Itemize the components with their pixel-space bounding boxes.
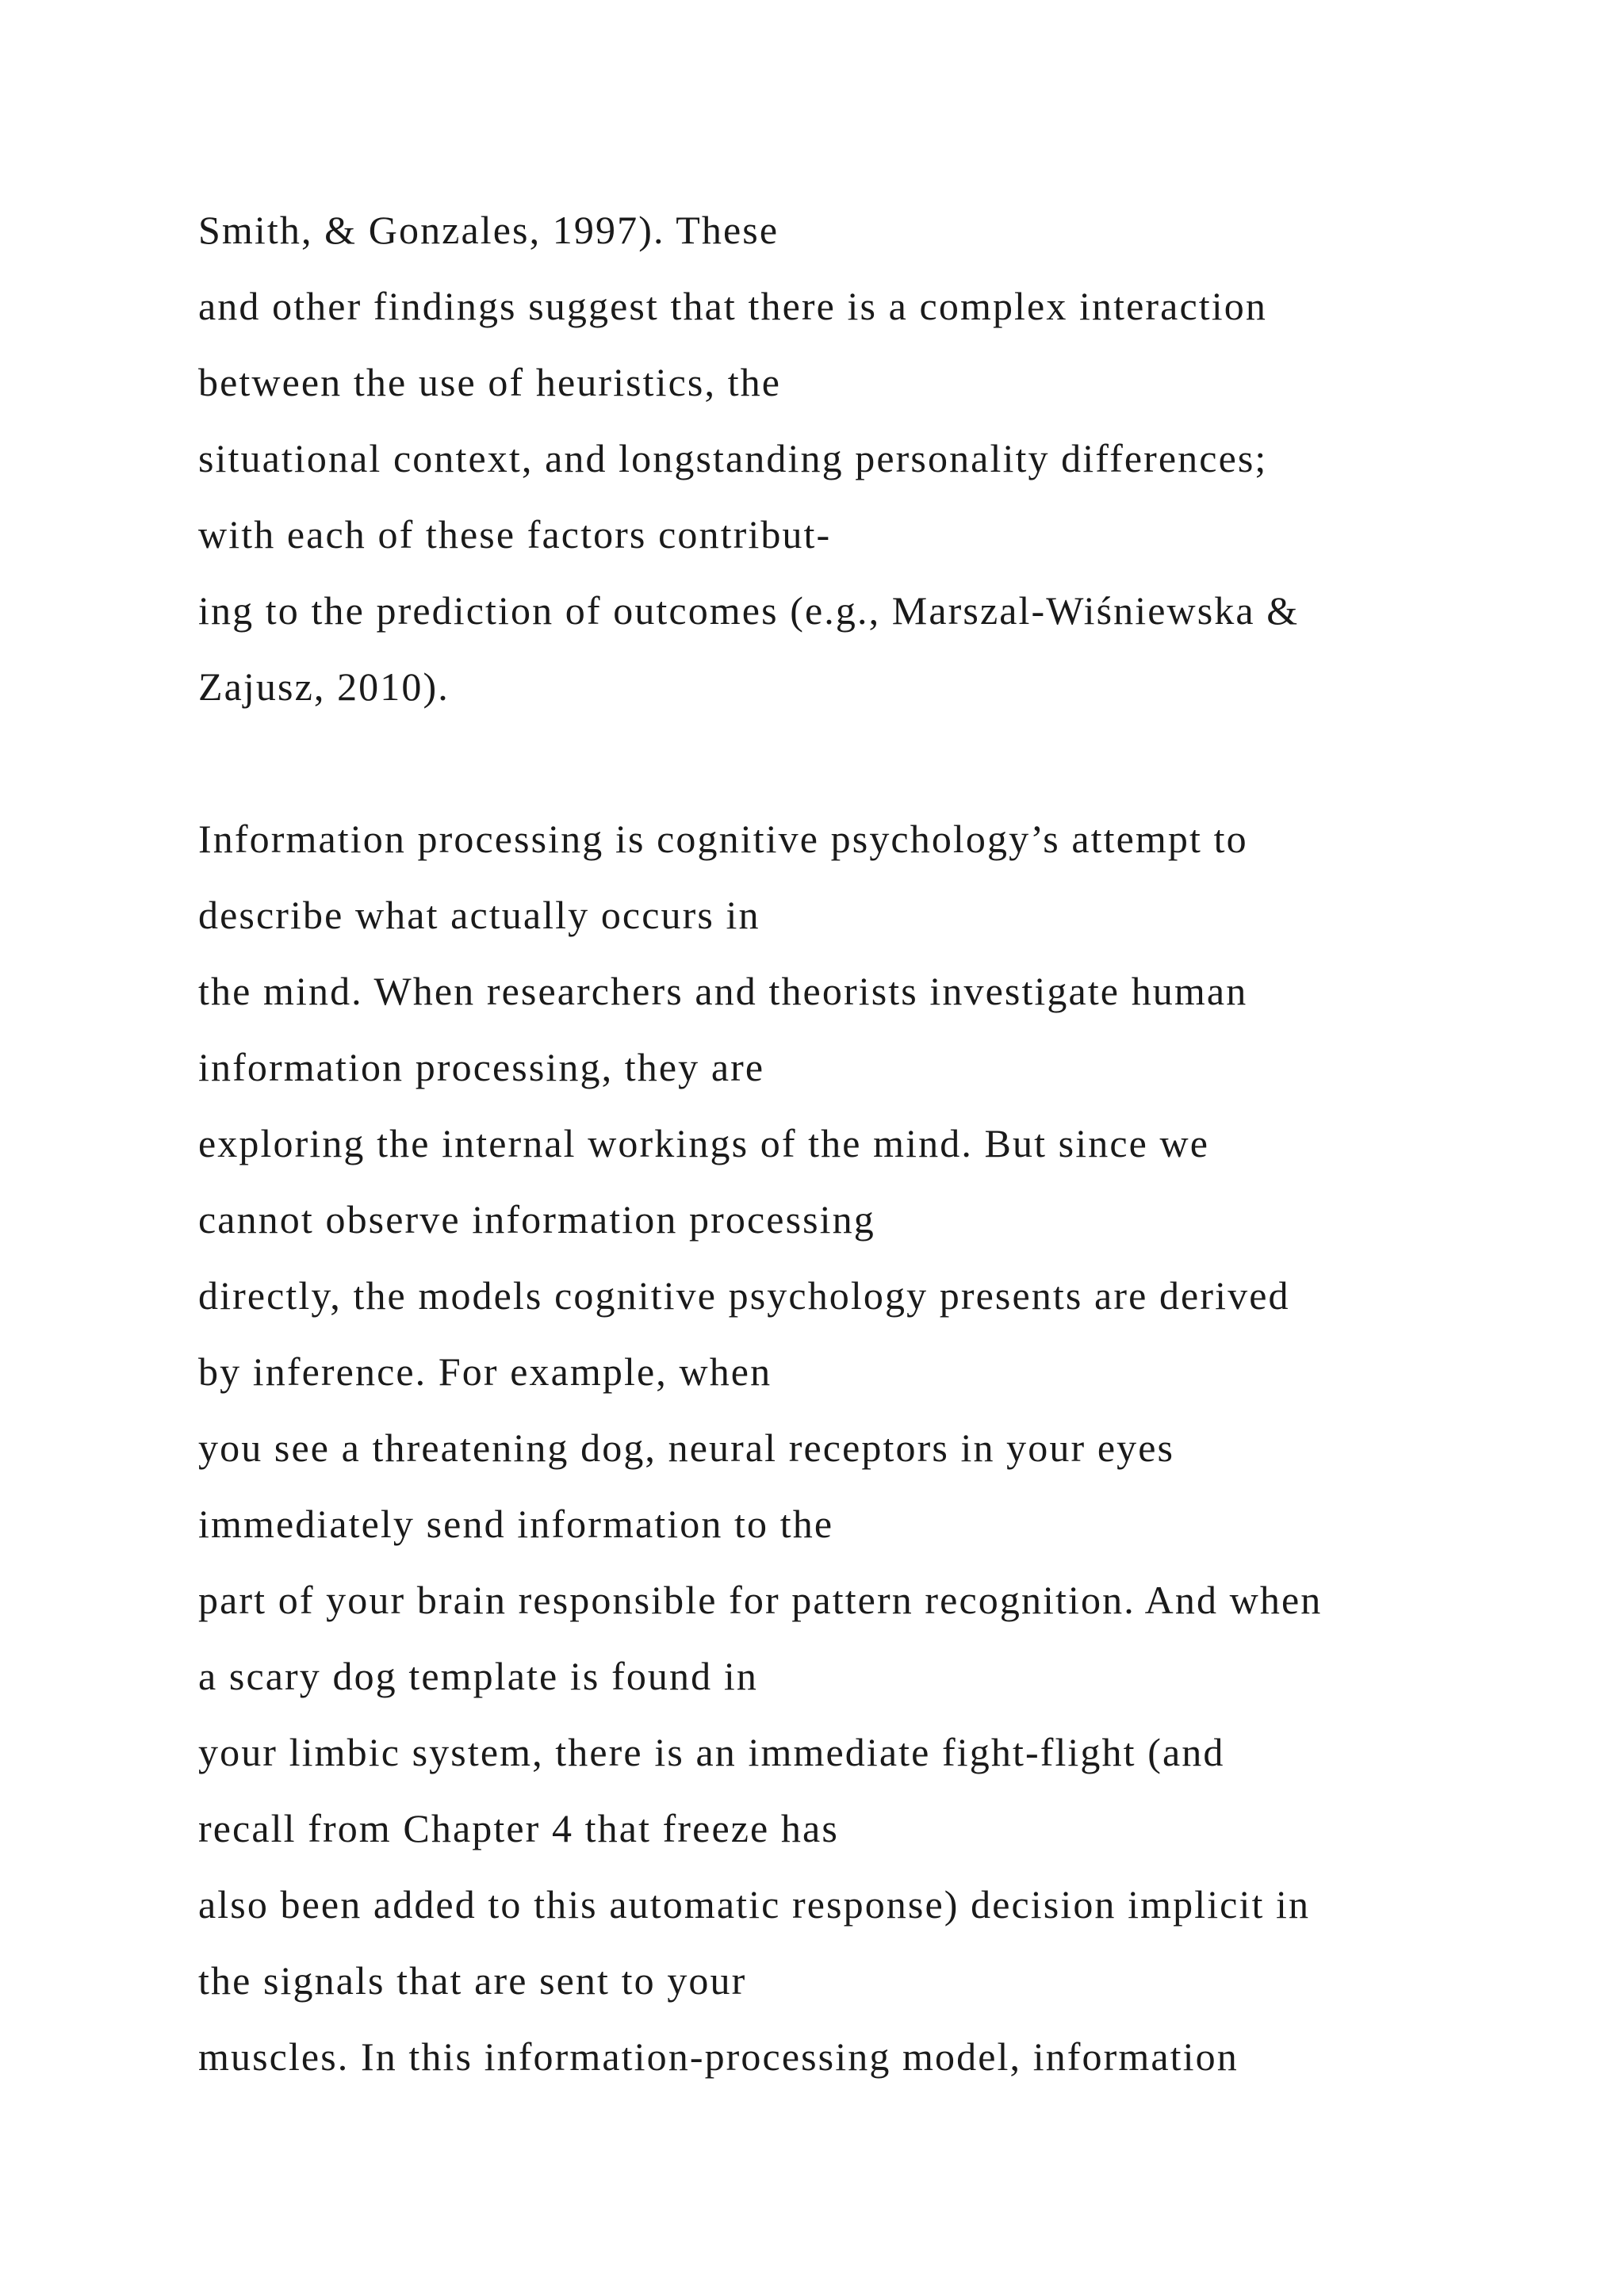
text-line: information processing, they are [198, 1045, 765, 1089]
text-line: directly, the models cognitive psychology presents are derived [198, 1273, 1290, 1318]
text-line: describe what actually occurs in [198, 893, 760, 937]
paragraph-spacer [198, 725, 1546, 801]
text-line: also been added to this automatic response) decision implicit in [198, 1882, 1311, 1927]
text-line: Smith, & Gonzales, 1997). These [198, 208, 779, 252]
text-line: immediately send information to the [198, 1502, 834, 1546]
text-line: recall from Chapter 4 that freeze has [198, 1806, 839, 1850]
text-line: you see a threatening dog, neural receptors in your eyes [198, 1425, 1175, 1470]
text-line: muscles. In this information-processing model, information [198, 2034, 1239, 2079]
text-line: by inference. For example, when [198, 1349, 772, 1394]
text-line: your limbic system, there is an immediate fight-flight (and [198, 1730, 1225, 1774]
text-line: between the use of heuristics, the [198, 360, 782, 404]
text-line: part of your brain responsible for pattern recognition. And when [198, 1578, 1323, 1622]
paragraph-2 [198, 801, 1546, 2095]
text-line: with each of these factors contribut- [198, 512, 832, 557]
text-line: cannot observe information processing [198, 1197, 875, 1242]
text-line: situational context, and longstanding personality differences; [198, 436, 1268, 480]
text-line: a scary dog template is found in [198, 1654, 758, 1698]
text-line: exploring the internal workings of the mind. But since we [198, 1121, 1210, 1165]
text-line: ing to the prediction of outcomes (e.g., Marszal-Wiśniewska & [198, 588, 1300, 633]
text-line: the mind. When researchers and theorists investigate human [198, 969, 1248, 1013]
text-line: and other findings suggest that there is a complex interaction [198, 284, 1267, 328]
text-line: the signals that are sent to your [198, 1958, 747, 2003]
text-line: Zajusz, 2010). [198, 664, 450, 709]
document-body [198, 192, 1546, 2095]
paragraph-1 [198, 192, 1546, 725]
text-line: Information processing is cognitive psychology’s attempt to [198, 817, 1248, 861]
